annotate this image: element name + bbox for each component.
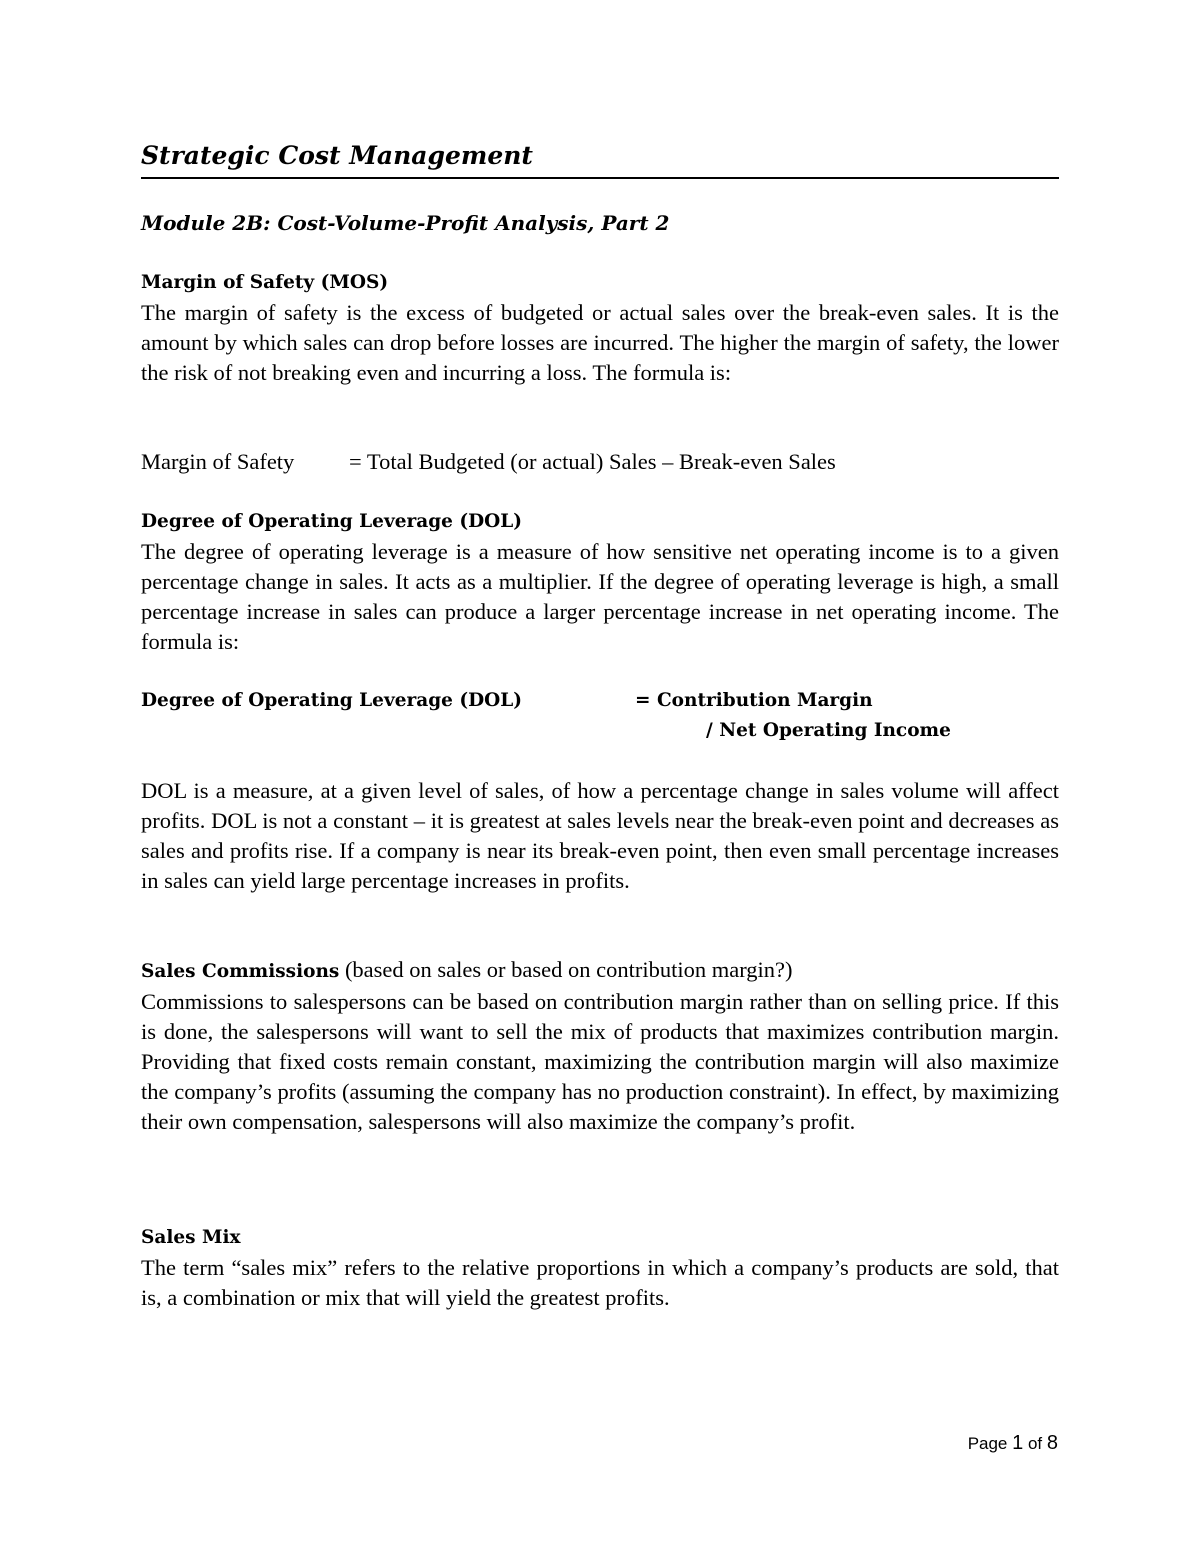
sales-mix-paragraph: The term “sales mix” refers to the relative proportions in which a company’s products are sold, that is, a combination or mix that will yield the greatest profits. — [141, 1255, 1059, 1310]
dol-formula-denominator: / Net Operating Income — [706, 720, 951, 741]
commissions-heading-line — [141, 955, 1059, 987]
page-number-current: 1 — [1012, 1432, 1024, 1454]
dol-explanation — [141, 776, 1059, 896]
page-number-of: of — [1023, 1434, 1047, 1453]
page-number — [968, 1430, 1058, 1457]
dol-formula-line2 — [141, 716, 1059, 746]
dol-formula-label: Degree of Operating Leverage (DOL) — [141, 690, 523, 711]
header-divider — [141, 177, 1059, 179]
sales-mix-section — [141, 1223, 1059, 1313]
sales-mix-heading: Sales Mix — [141, 1227, 241, 1248]
mos-formula-label: Margin of Safety — [141, 449, 295, 474]
dol-paragraph: The degree of operating leverage is a measure of how sensitive net operating income is to a given percentage change in sales. It acts as a multiplier. If the degree of operating leverage is high, a small percentage increase in sales can produce a larger percentage increase in net operating income. The formula is: — [141, 539, 1059, 654]
module-title: Module 2B: Cost-Volume-Profit Analysis, Part 2 — [141, 211, 670, 235]
page-number-prefix: Page — [967, 1434, 1013, 1453]
dol-paragraph-2: DOL is a measure, at a given level of sales, of how a percentage change in sales volume will affect profits. DOL is not a constant – it is greatest at sales levels near the break-even point and decreases as sales and profits rise. If a company is near its break-even point, then even small percentage increases in sales can yield large percentage increases in profits. — [141, 778, 1059, 893]
commissions-heading: Sales Commissions — [141, 961, 340, 982]
dol-formula — [141, 686, 1059, 716]
commissions-section — [141, 955, 1059, 1137]
mos-heading: Margin of Safety (MOS) — [141, 272, 389, 293]
page-number-total: 8 — [1046, 1432, 1058, 1454]
dol-section — [141, 507, 1059, 657]
dol-heading: Degree of Operating Leverage (DOL) — [141, 511, 523, 532]
mos-paragraph: The margin of safety is the excess of budgeted or actual sales over the break-even sales. It is the amount by which sales can drop before losses are incurred. The higher the margin of safety, the lower the risk of not breaking even and incurring a loss. The formula is: — [141, 300, 1059, 385]
dol-formula-numerator: = Contribution Margin — [635, 690, 873, 711]
commissions-paragraph: Commissions to salespersons can be based on contribution margin rather than on selling price. If this is done, the salespersons will want to sell the mix of products that maximizes contribution margin. Providing that fixed costs remain constant, maximizing the contribution margin will also maximize the company’s profits (assuming the company has no production constraint). In effect, by maximizing their own compensation, salespersons will also maximize the company’s profit. — [141, 989, 1059, 1134]
mos-formula-expression: = Total Budgeted (or actual) Sales – Break-even Sales — [349, 449, 836, 474]
commissions-heading-note: (based on sales or based on contribution margin?) — [339, 957, 793, 982]
document-title: Strategic Cost Management — [141, 141, 533, 170]
mos-section — [141, 268, 1059, 388]
mos-formula — [141, 447, 1059, 477]
